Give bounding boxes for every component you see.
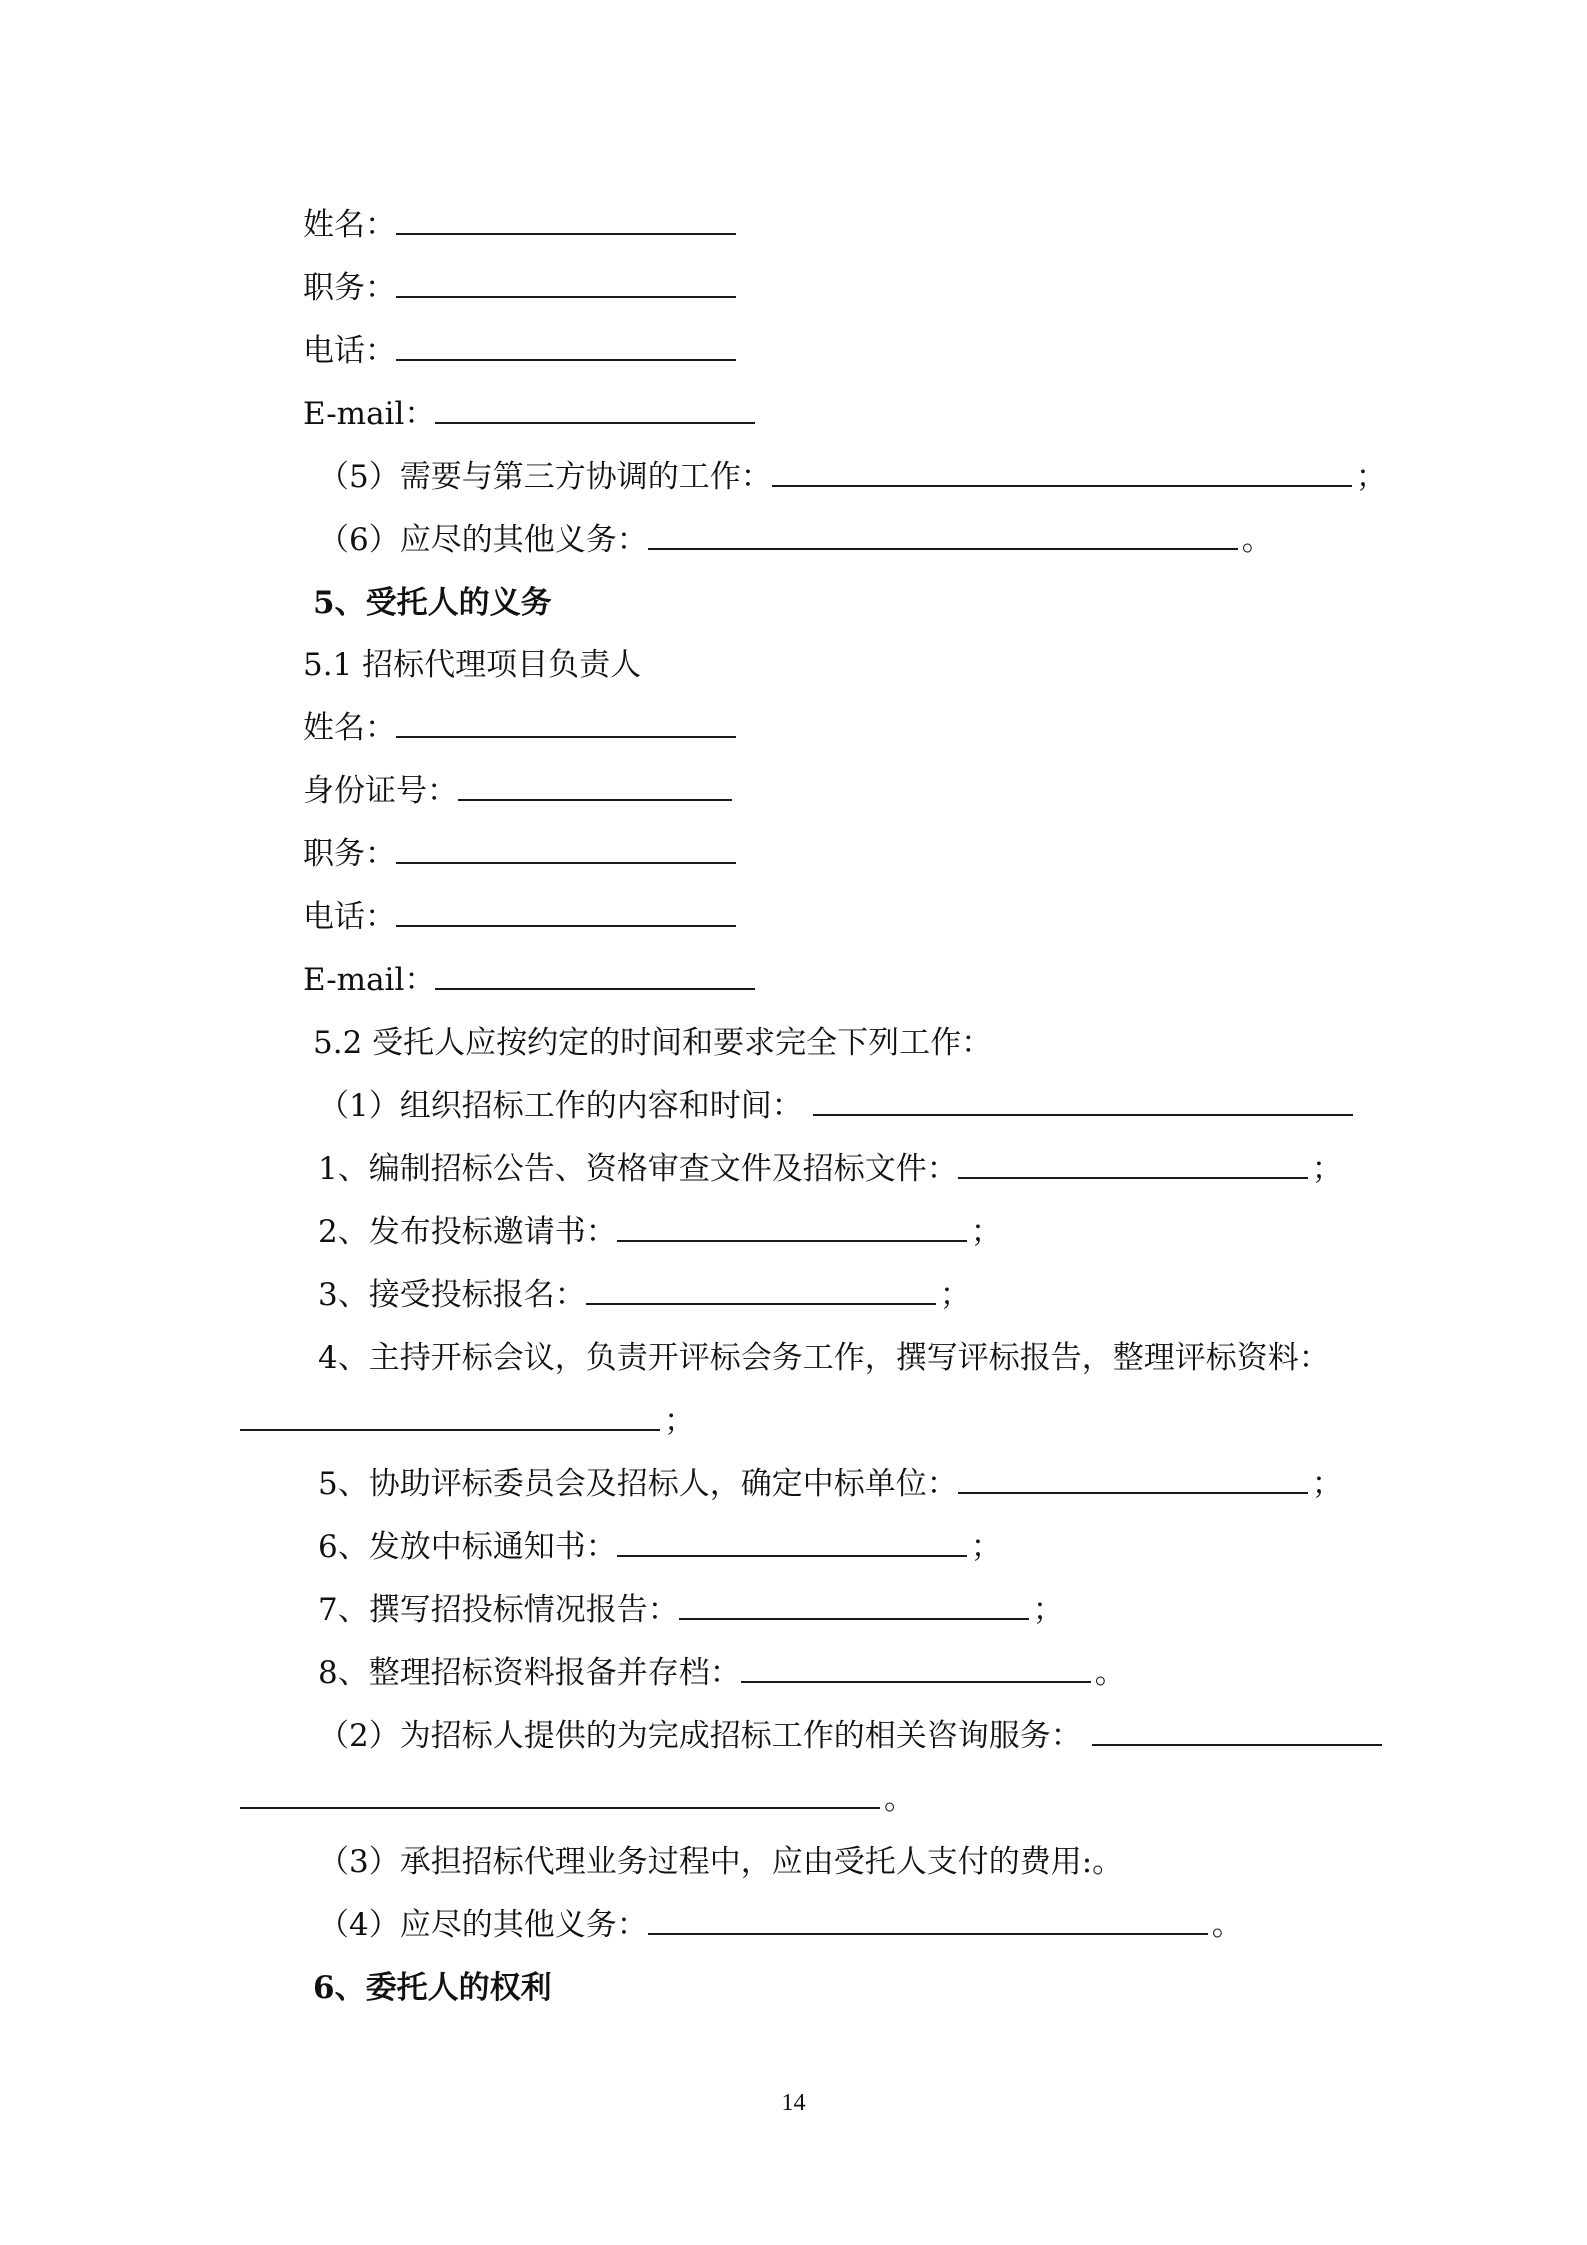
agent-name-blank[interactable]	[396, 712, 736, 738]
s5-item4-end: 。	[1211, 1907, 1243, 1943]
phone-label: 电话：	[303, 333, 396, 369]
s5-item4-blank[interactable]	[648, 1909, 1208, 1935]
task2-blank[interactable]	[617, 1216, 967, 1242]
agent-id-row	[303, 771, 736, 811]
s5-item2-row	[318, 1716, 1386, 1756]
item5-blank[interactable]	[772, 461, 1352, 487]
task6-label: 6、发放中标通知书：	[318, 1529, 617, 1565]
task3-end: ；	[939, 1277, 971, 1313]
task6-end: ；	[970, 1529, 1002, 1565]
agent-name-label: 姓名：	[303, 710, 396, 746]
s5-item1-row	[318, 1086, 1357, 1126]
section5-heading: 5、受托人的义务	[313, 585, 552, 621]
task7-label: 7、撰写招投标情况报告：	[318, 1592, 679, 1628]
task4-row	[318, 1338, 1330, 1378]
task1-blank[interactable]	[958, 1153, 1308, 1179]
task5-blank[interactable]	[958, 1468, 1308, 1494]
task8-row	[318, 1653, 1126, 1693]
task4-blank[interactable]	[240, 1405, 660, 1431]
task6-row	[318, 1527, 1002, 1567]
section51-title: 5.1 招标代理项目负责人	[303, 647, 642, 683]
task8-label: 8、整理招标资料报备并存档：	[318, 1655, 741, 1691]
title-field-row	[303, 268, 740, 308]
agent-id-blank[interactable]	[458, 775, 732, 801]
page-number: 14	[781, 2090, 806, 2116]
s5-item4-row	[318, 1905, 1243, 1945]
agent-title-label: 职务：	[303, 836, 396, 872]
task2-label: 2、发布投标邀请书：	[318, 1214, 617, 1250]
task3-label: 3、接受投标报名：	[318, 1277, 586, 1313]
task6-blank[interactable]	[617, 1531, 967, 1557]
task2-row	[318, 1212, 1002, 1252]
agent-phone-row	[303, 897, 740, 937]
task5-label: 5、协助评标委员会及招标人，确定中标单位：	[318, 1466, 958, 1502]
task3-blank[interactable]	[586, 1279, 936, 1305]
task1-end: ；	[1311, 1151, 1343, 1187]
task2-end: ；	[970, 1214, 1002, 1250]
email-label: E-mail：	[303, 396, 436, 432]
phone-blank[interactable]	[396, 335, 736, 361]
task1-label: 1、编制招标公告、资格审查文件及招标文件：	[318, 1151, 958, 1187]
s5-item2-label: （2）为招标人提供的为完成招标工作的相关咨询服务：	[318, 1718, 1082, 1754]
email-blank[interactable]	[435, 398, 755, 424]
item6-blank[interactable]	[648, 524, 1238, 550]
agent-email-blank[interactable]	[435, 964, 755, 990]
email-field-row	[303, 394, 759, 434]
task5-end: ；	[1311, 1466, 1343, 1502]
item6-row	[318, 520, 1273, 560]
name-field-row	[303, 205, 740, 245]
task3-row	[318, 1275, 971, 1315]
agent-name-row	[303, 708, 740, 748]
task8-blank[interactable]	[741, 1657, 1091, 1683]
title-blank[interactable]	[396, 272, 736, 298]
phone-field-row	[303, 331, 740, 371]
item6-label: （6）应尽的其他义务：	[318, 522, 648, 558]
task4-blank-row	[240, 1401, 695, 1441]
item5-row	[318, 457, 1387, 497]
task4-end: ；	[664, 1403, 695, 1439]
s5-item2-blank-b[interactable]	[240, 1783, 880, 1809]
s5-item4-label: （4）应尽的其他义务：	[318, 1907, 648, 1943]
task1-row	[318, 1149, 1343, 1189]
s5-item3-row: （3）承担招标代理业务过程中，应由受托人支付的费用:。	[318, 1844, 1124, 1880]
task7-row	[318, 1590, 1064, 1630]
task7-blank[interactable]	[679, 1594, 1029, 1620]
item5-end: ；	[1355, 459, 1387, 495]
task7-end: ；	[1032, 1592, 1064, 1628]
agent-phone-label: 电话：	[303, 899, 396, 935]
s5-item2-cont-row	[240, 1779, 915, 1819]
agent-email-row	[303, 960, 759, 1000]
agent-id-label: 身份证号：	[303, 773, 458, 809]
task5-row	[318, 1464, 1343, 1504]
task8-end: 。	[1094, 1655, 1126, 1691]
section52-intro: 5.2 受托人应按约定的时间和要求完全下列工作：	[313, 1025, 993, 1061]
s5-item1-label: （1）组织招标工作的内容和时间：	[318, 1088, 803, 1124]
agent-email-label: E-mail：	[303, 962, 436, 998]
agent-title-row	[303, 834, 740, 874]
item5-label: （5）需要与第三方协调的工作：	[318, 459, 772, 495]
agent-title-blank[interactable]	[396, 838, 736, 864]
name-blank[interactable]	[396, 209, 736, 235]
name-label: 姓名：	[303, 207, 396, 243]
task4-label: 4、主持开标会议，负责开评标会务工作，撰写评标报告，整理评标资料：	[318, 1340, 1330, 1376]
s5-item1-blank[interactable]	[813, 1090, 1353, 1116]
agent-phone-blank[interactable]	[396, 901, 736, 927]
title-label: 职务：	[303, 270, 396, 306]
s5-item2-end: 。	[884, 1781, 915, 1817]
item6-end: 。	[1241, 522, 1273, 558]
s5-item2-blank-a[interactable]	[1092, 1720, 1382, 1746]
section6-heading: 6、委托人的权利	[313, 1970, 552, 2006]
